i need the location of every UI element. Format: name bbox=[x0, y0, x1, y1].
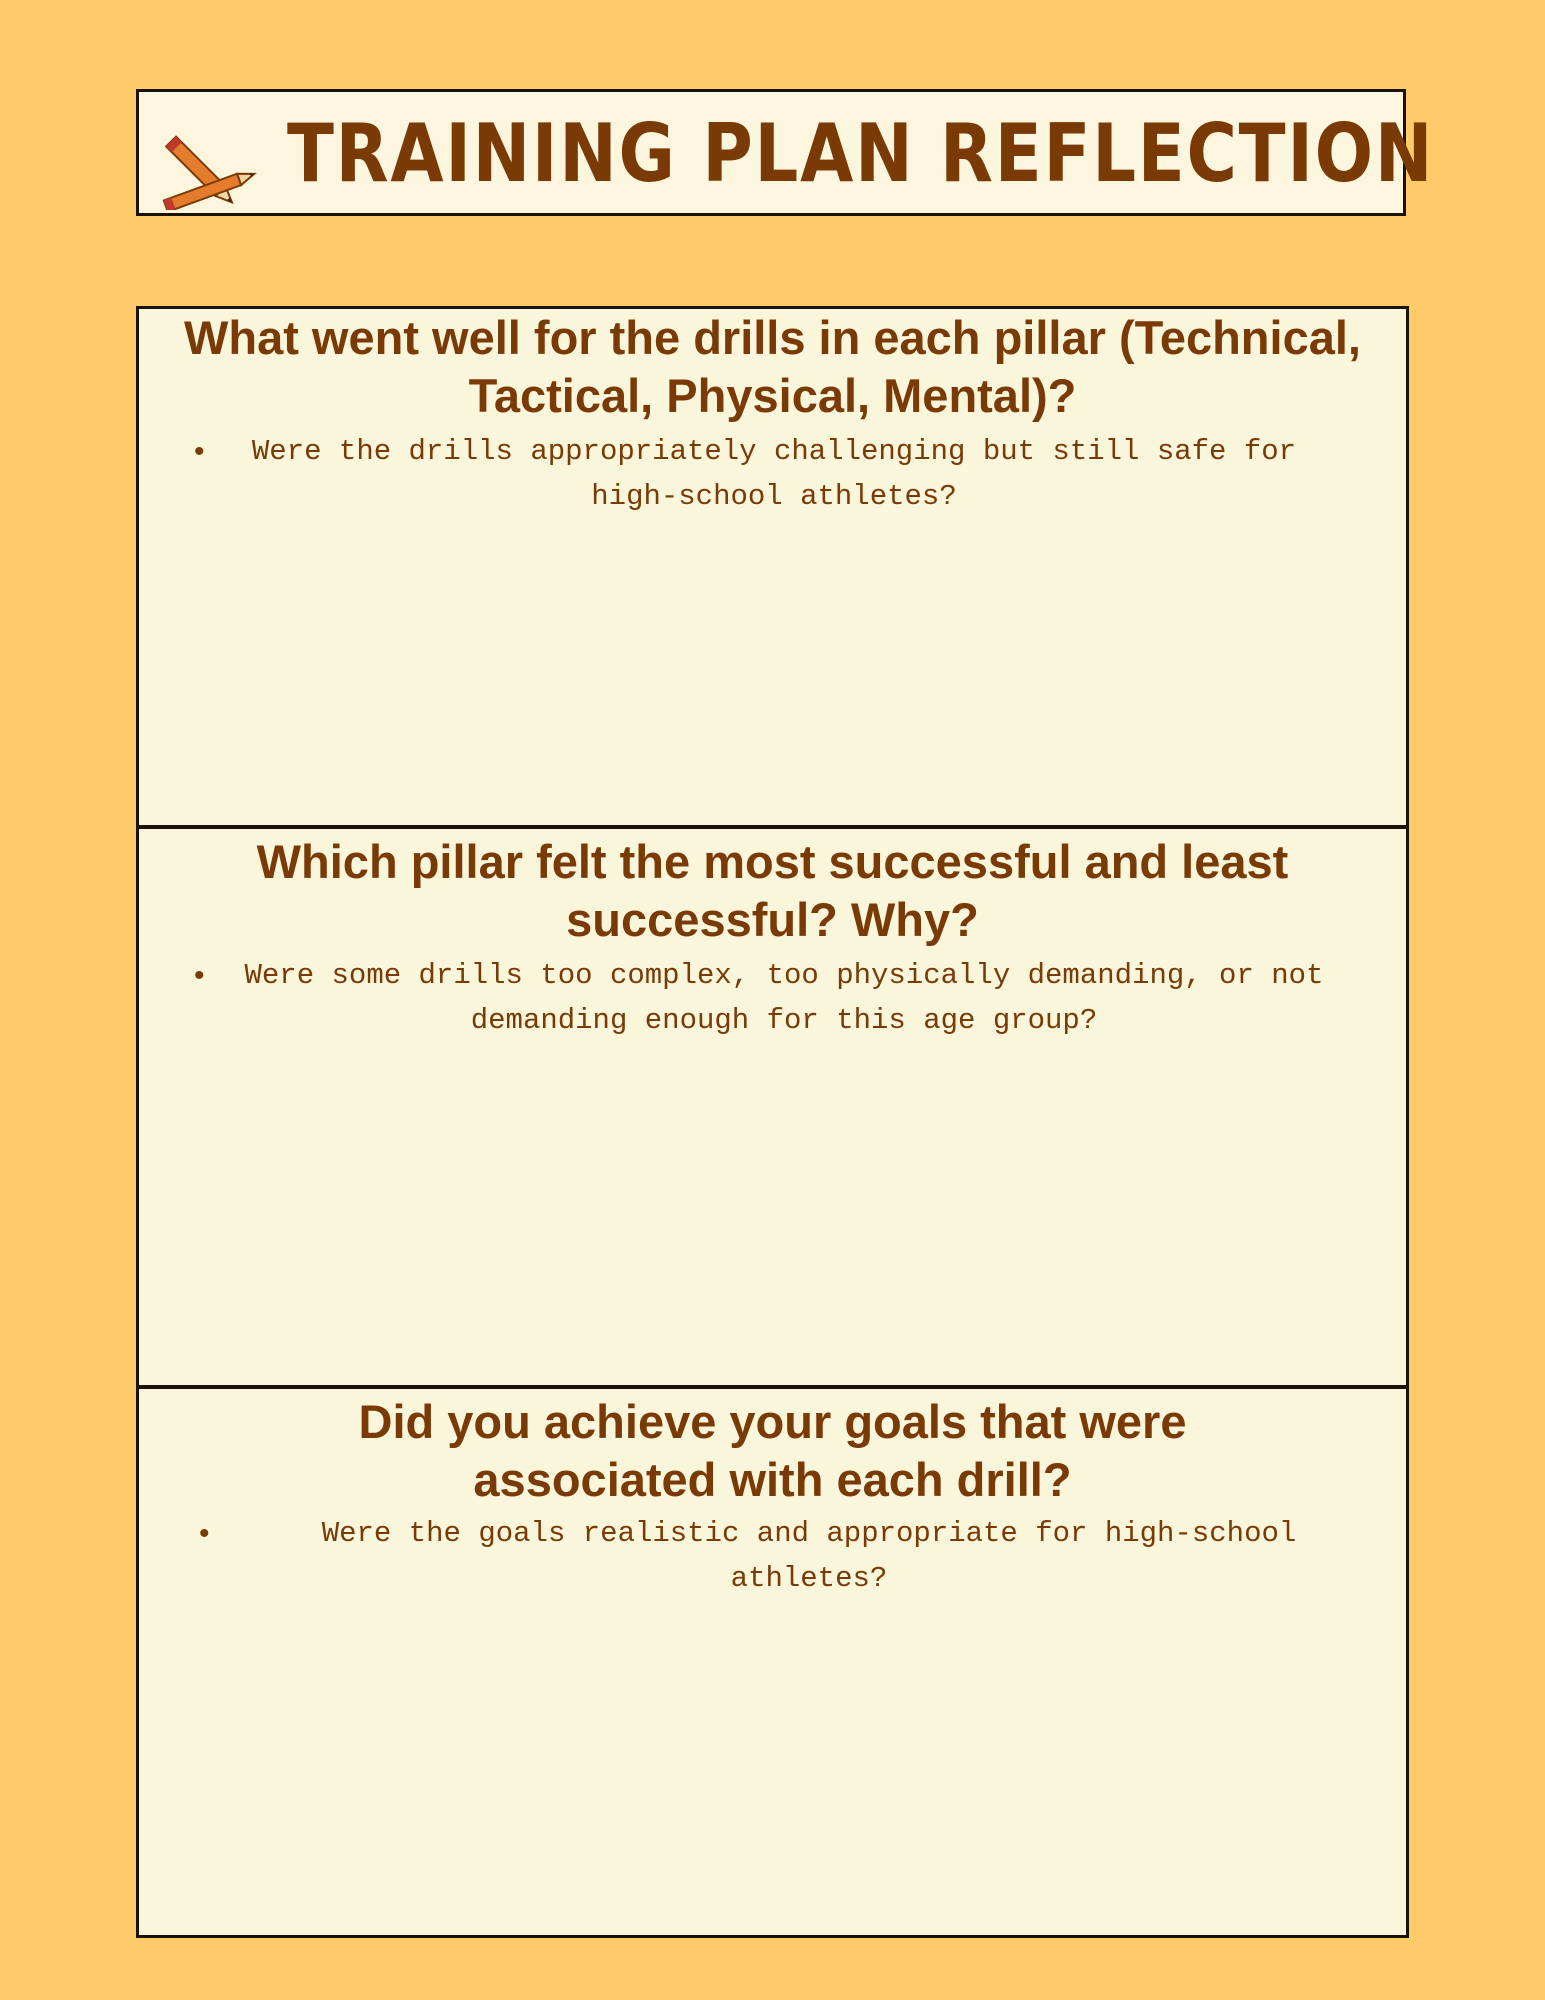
bullet-marker: • bbox=[194, 435, 205, 468]
section-prompt: Were the goals realistic and appropriate for high-school athletes? bbox=[321, 1517, 1297, 1595]
section-prompt: Were the drills appropriately challenging but still safe for high-school athletes? bbox=[251, 435, 1297, 513]
reflection-section-1 bbox=[136, 306, 1409, 828]
pencils-icon bbox=[155, 100, 265, 210]
reflection-section-3 bbox=[136, 1386, 1409, 1938]
section-question: What went well for the drills in each pillar (Technical, Tactical, Physical, Mental)? bbox=[184, 311, 1361, 422]
section-question: Which pillar felt the most successful and least successful? Why? bbox=[256, 835, 1289, 946]
bullet-marker: • bbox=[199, 1517, 210, 1550]
section-prompt: Were some drills too complex, too physically demanding, or not demanding enough for this age group? bbox=[244, 959, 1324, 1037]
reflection-section-2 bbox=[136, 826, 1409, 1388]
title-banner bbox=[136, 89, 1435, 216]
page-title: TRAINING PLAN REFLECTION bbox=[287, 107, 1435, 200]
bullet-marker: • bbox=[194, 959, 205, 992]
section-question: Did you achieve your goals that were associated with each drill? bbox=[358, 1395, 1187, 1506]
